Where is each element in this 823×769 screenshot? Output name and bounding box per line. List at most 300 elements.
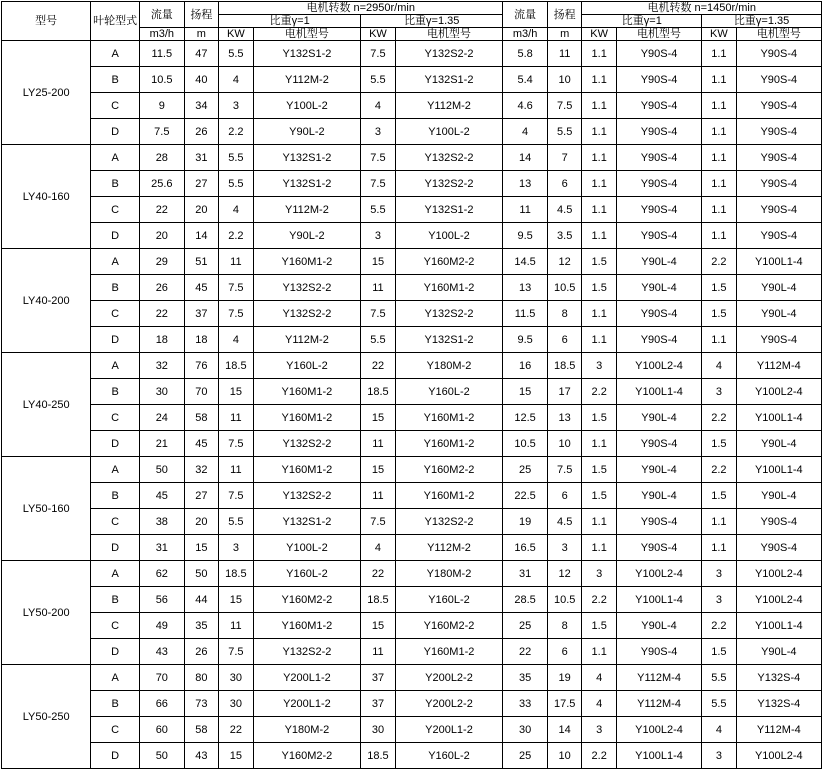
impeller-cell: D xyxy=(91,535,140,561)
table-row xyxy=(2,171,822,197)
head-2950-cell: 51 xyxy=(184,249,219,275)
unit-kw-1450-r1: KW xyxy=(582,28,617,41)
motor-2950-r1-cell: Y90L-2 xyxy=(253,119,361,145)
impeller-cell: D xyxy=(91,639,140,665)
motor-2950-r1-cell: Y160M2-2 xyxy=(253,587,361,613)
unit-flow-1450: m3/h xyxy=(503,28,548,41)
motor-2950-r1-cell: Y112M-2 xyxy=(253,67,361,93)
kw-1450-r1-cell: 1.1 xyxy=(582,93,617,119)
kw-2950-r1-cell: 5.5 xyxy=(219,171,254,197)
kw-1450-r1-cell: 1.1 xyxy=(582,327,617,353)
kw-1450-r135-cell: 1.5 xyxy=(702,639,737,665)
kw-1450-r1-cell: 1.1 xyxy=(582,431,617,457)
motor-1450-r135-cell: Y90S-4 xyxy=(736,327,821,353)
motor-2950-r135-cell: Y160M1-2 xyxy=(395,275,503,301)
kw-2950-r1-cell: 3 xyxy=(219,93,254,119)
table-row xyxy=(2,327,822,353)
impeller-cell: B xyxy=(91,587,140,613)
flow-1450-cell: 9.5 xyxy=(503,327,548,353)
motor-2950-r135-cell: Y160L-2 xyxy=(395,379,503,405)
motor-1450-r135-cell: Y90S-4 xyxy=(736,41,821,67)
kw-2950-r135-cell: 37 xyxy=(361,691,396,717)
header-ratio1-1450: 比重γ=1 xyxy=(582,15,702,28)
unit-head-2950: m xyxy=(184,28,219,41)
kw-2950-r135-cell: 7.5 xyxy=(361,41,396,67)
impeller-cell: B xyxy=(91,379,140,405)
motor-1450-r1-cell: Y90S-4 xyxy=(616,509,701,535)
motor-2950-r135-cell: Y160M2-2 xyxy=(395,613,503,639)
impeller-cell: A xyxy=(91,561,140,587)
header-row-1 xyxy=(2,2,822,15)
flow-1450-cell: 13 xyxy=(503,275,548,301)
head-2950-cell: 45 xyxy=(184,275,219,301)
flow-2950-cell: 32 xyxy=(140,353,185,379)
motor-2950-r135-cell: Y160M1-2 xyxy=(395,431,503,457)
motor-1450-r135-cell: Y90S-4 xyxy=(736,145,821,171)
flow-1450-cell: 15 xyxy=(503,379,548,405)
motor-1450-r135-cell: Y100L2-4 xyxy=(736,561,821,587)
kw-1450-r135-cell: 1.1 xyxy=(702,535,737,561)
model-cell: LY40-250 xyxy=(2,353,91,457)
kw-1450-r135-cell: 1.5 xyxy=(702,275,737,301)
kw-1450-r135-cell: 3 xyxy=(702,561,737,587)
motor-1450-r1-cell: Y90S-4 xyxy=(616,145,701,171)
flow-1450-cell: 4.6 xyxy=(503,93,548,119)
kw-2950-r1-cell: 11 xyxy=(219,249,254,275)
head-2950-cell: 45 xyxy=(184,431,219,457)
motor-1450-r1-cell: Y90S-4 xyxy=(616,119,701,145)
model-cell: LY40-200 xyxy=(2,249,91,353)
head-2950-cell: 73 xyxy=(184,691,219,717)
kw-2950-r1-cell: 18.5 xyxy=(219,353,254,379)
flow-2950-cell: 45 xyxy=(140,483,185,509)
motor-1450-r135-cell: Y100L1-4 xyxy=(736,457,821,483)
flow-1450-cell: 4 xyxy=(503,119,548,145)
kw-1450-r1-cell: 1.5 xyxy=(582,483,617,509)
unit-kw-1450-r135: KW xyxy=(702,28,737,41)
head-2950-cell: 27 xyxy=(184,483,219,509)
flow-2950-cell: 30 xyxy=(140,379,185,405)
spec-table-sheet xyxy=(0,1,823,762)
flow-2950-cell: 38 xyxy=(140,509,185,535)
motor-2950-r1-cell: Y200L1-2 xyxy=(253,691,361,717)
motor-2950-r135-cell: Y100L-2 xyxy=(395,223,503,249)
unit-motor-2950-r1: 电机型号 xyxy=(253,28,361,41)
impeller-cell: B xyxy=(91,275,140,301)
head-1450-cell: 3.5 xyxy=(547,223,582,249)
kw-1450-r1-cell: 1.1 xyxy=(582,197,617,223)
table-row xyxy=(2,561,822,587)
header-flow-1450: 流量 xyxy=(503,2,548,28)
kw-2950-r135-cell: 5.5 xyxy=(361,67,396,93)
motor-2950-r1-cell: Y160M1-2 xyxy=(253,613,361,639)
motor-1450-r1-cell: Y100L1-4 xyxy=(616,587,701,613)
flow-1450-cell: 22.5 xyxy=(503,483,548,509)
table-row xyxy=(2,405,822,431)
motor-1450-r135-cell: Y90S-4 xyxy=(736,93,821,119)
flow-1450-cell: 13 xyxy=(503,171,548,197)
motor-1450-r135-cell: Y100L1-4 xyxy=(736,613,821,639)
motor-2950-r1-cell: Y112M-2 xyxy=(253,327,361,353)
table-row xyxy=(2,483,822,509)
table-row xyxy=(2,457,822,483)
head-1450-cell: 6 xyxy=(547,327,582,353)
table-row xyxy=(2,717,822,743)
impeller-cell: B xyxy=(91,67,140,93)
flow-2950-cell: 9 xyxy=(140,93,185,119)
impeller-cell: B xyxy=(91,171,140,197)
head-2950-cell: 80 xyxy=(184,665,219,691)
kw-2950-r1-cell: 7.5 xyxy=(219,483,254,509)
motor-1450-r135-cell: Y100L2-4 xyxy=(736,379,821,405)
motor-2950-r135-cell: Y132S1-2 xyxy=(395,327,503,353)
head-1450-cell: 11 xyxy=(547,41,582,67)
impeller-cell: A xyxy=(91,41,140,67)
model-cell: LY50-200 xyxy=(2,561,91,665)
motor-1450-r1-cell: Y90S-4 xyxy=(616,41,701,67)
motor-2950-r1-cell: Y100L-2 xyxy=(253,535,361,561)
motor-1450-r135-cell: Y112M-4 xyxy=(736,717,821,743)
head-2950-cell: 37 xyxy=(184,301,219,327)
kw-2950-r135-cell: 30 xyxy=(361,717,396,743)
kw-1450-r135-cell: 1.1 xyxy=(702,327,737,353)
header-speed-1450: 电机转数 n=1450r/min xyxy=(582,2,822,15)
impeller-cell: B xyxy=(91,691,140,717)
flow-2950-cell: 28 xyxy=(140,145,185,171)
motor-2950-r135-cell: Y160L-2 xyxy=(395,743,503,769)
motor-1450-r1-cell: Y90S-4 xyxy=(616,639,701,665)
kw-2950-r1-cell: 5.5 xyxy=(219,41,254,67)
kw-2950-r135-cell: 5.5 xyxy=(361,197,396,223)
motor-2950-r135-cell: Y160M1-2 xyxy=(395,483,503,509)
motor-1450-r135-cell: Y132S-4 xyxy=(736,665,821,691)
head-2950-cell: 14 xyxy=(184,223,219,249)
head-1450-cell: 10 xyxy=(547,67,582,93)
motor-2950-r1-cell: Y132S2-2 xyxy=(253,639,361,665)
model-cell: LY40-160 xyxy=(2,145,91,249)
kw-1450-r135-cell: 1.1 xyxy=(702,223,737,249)
table-row xyxy=(2,145,822,171)
motor-1450-r135-cell: Y100L1-4 xyxy=(736,405,821,431)
motor-2950-r135-cell: Y180M-2 xyxy=(395,353,503,379)
kw-1450-r1-cell: 3 xyxy=(582,561,617,587)
kw-2950-r135-cell: 11 xyxy=(361,431,396,457)
flow-1450-cell: 10.5 xyxy=(503,431,548,457)
impeller-cell: C xyxy=(91,197,140,223)
kw-2950-r135-cell: 15 xyxy=(361,405,396,431)
kw-1450-r135-cell: 1.1 xyxy=(702,509,737,535)
motor-1450-r135-cell: Y90L-4 xyxy=(736,431,821,457)
motor-2950-r135-cell: Y100L-2 xyxy=(395,119,503,145)
table-row xyxy=(2,223,822,249)
head-2950-cell: 31 xyxy=(184,145,219,171)
kw-1450-r1-cell: 1.5 xyxy=(582,457,617,483)
impeller-cell: D xyxy=(91,327,140,353)
motor-2950-r1-cell: Y160M1-2 xyxy=(253,379,361,405)
impeller-cell: D xyxy=(91,743,140,769)
kw-1450-r135-cell: 1.5 xyxy=(702,431,737,457)
table-row xyxy=(2,119,822,145)
table-row xyxy=(2,353,822,379)
kw-2950-r135-cell: 7.5 xyxy=(361,171,396,197)
table-body xyxy=(2,41,822,769)
kw-2950-r1-cell: 3 xyxy=(219,535,254,561)
flow-2950-cell: 10.5 xyxy=(140,67,185,93)
motor-2950-r135-cell: Y200L1-2 xyxy=(395,717,503,743)
flow-1450-cell: 16.5 xyxy=(503,535,548,561)
motor-1450-r135-cell: Y112M-4 xyxy=(736,353,821,379)
head-1450-cell: 4.5 xyxy=(547,197,582,223)
head-1450-cell: 10.5 xyxy=(547,587,582,613)
flow-2950-cell: 29 xyxy=(140,249,185,275)
head-1450-cell: 12 xyxy=(547,561,582,587)
kw-2950-r1-cell: 11 xyxy=(219,405,254,431)
motor-2950-r1-cell: Y160M1-2 xyxy=(253,249,361,275)
flow-2950-cell: 43 xyxy=(140,639,185,665)
table-row xyxy=(2,41,822,67)
motor-2950-r135-cell: Y160L-2 xyxy=(395,587,503,613)
flow-2950-cell: 70 xyxy=(140,665,185,691)
flow-2950-cell: 11.5 xyxy=(140,41,185,67)
impeller-cell: A xyxy=(91,457,140,483)
flow-1450-cell: 19 xyxy=(503,509,548,535)
motor-1450-r135-cell: Y90S-4 xyxy=(736,119,821,145)
table-row xyxy=(2,197,822,223)
flow-2950-cell: 56 xyxy=(140,587,185,613)
head-2950-cell: 50 xyxy=(184,561,219,587)
flow-2950-cell: 50 xyxy=(140,743,185,769)
kw-1450-r135-cell: 1.1 xyxy=(702,145,737,171)
motor-1450-r1-cell: Y90L-4 xyxy=(616,483,701,509)
flow-1450-cell: 14 xyxy=(503,145,548,171)
kw-2950-r1-cell: 7.5 xyxy=(219,639,254,665)
motor-2950-r1-cell: Y160M1-2 xyxy=(253,457,361,483)
motor-2950-r135-cell: Y132S2-2 xyxy=(395,301,503,327)
motor-1450-r1-cell: Y90S-4 xyxy=(616,197,701,223)
unit-motor-1450-r1: 电机型号 xyxy=(616,28,701,41)
motor-1450-r1-cell: Y90L-4 xyxy=(616,275,701,301)
impeller-cell: A xyxy=(91,353,140,379)
head-1450-cell: 5.5 xyxy=(547,119,582,145)
motor-2950-r1-cell: Y100L-2 xyxy=(253,93,361,119)
header-ratio135-2950: 比重γ=1.35 xyxy=(361,15,503,28)
motor-1450-r1-cell: Y90S-4 xyxy=(616,223,701,249)
head-2950-cell: 35 xyxy=(184,613,219,639)
motor-2950-r1-cell: Y132S1-2 xyxy=(253,171,361,197)
kw-2950-r1-cell: 22 xyxy=(219,717,254,743)
unit-head-1450: m xyxy=(547,28,582,41)
motor-1450-r1-cell: Y90S-4 xyxy=(616,67,701,93)
model-cell: LY50-250 xyxy=(2,665,91,769)
flow-1450-cell: 12.5 xyxy=(503,405,548,431)
kw-1450-r1-cell: 2.2 xyxy=(582,743,617,769)
flow-1450-cell: 35 xyxy=(503,665,548,691)
flow-1450-cell: 25 xyxy=(503,457,548,483)
kw-1450-r1-cell: 1.1 xyxy=(582,171,617,197)
kw-2950-r135-cell: 15 xyxy=(361,249,396,275)
head-1450-cell: 12 xyxy=(547,249,582,275)
motor-2950-r135-cell: Y132S1-2 xyxy=(395,67,503,93)
kw-2950-r1-cell: 15 xyxy=(219,743,254,769)
kw-1450-r1-cell: 1.5 xyxy=(582,275,617,301)
head-1450-cell: 7.5 xyxy=(547,93,582,119)
header-flow-2950: 流量 xyxy=(140,2,185,28)
head-2950-cell: 70 xyxy=(184,379,219,405)
head-2950-cell: 43 xyxy=(184,743,219,769)
kw-1450-r1-cell: 1.1 xyxy=(582,145,617,171)
impeller-cell: C xyxy=(91,717,140,743)
kw-2950-r135-cell: 18.5 xyxy=(361,587,396,613)
kw-2950-r135-cell: 7.5 xyxy=(361,509,396,535)
kw-2950-r135-cell: 15 xyxy=(361,457,396,483)
table-row xyxy=(2,275,822,301)
pump-spec-table xyxy=(1,1,822,769)
kw-1450-r1-cell: 1.1 xyxy=(582,119,617,145)
head-1450-cell: 13 xyxy=(547,405,582,431)
kw-2950-r1-cell: 2.2 xyxy=(219,119,254,145)
kw-2950-r1-cell: 18.5 xyxy=(219,561,254,587)
kw-1450-r135-cell: 2.2 xyxy=(702,613,737,639)
kw-1450-r135-cell: 1.1 xyxy=(702,93,737,119)
head-1450-cell: 8 xyxy=(547,301,582,327)
kw-1450-r135-cell: 3 xyxy=(702,379,737,405)
head-2950-cell: 26 xyxy=(184,119,219,145)
kw-2950-r1-cell: 11 xyxy=(219,613,254,639)
flow-1450-cell: 5.4 xyxy=(503,67,548,93)
kw-2950-r1-cell: 30 xyxy=(219,691,254,717)
motor-2950-r1-cell: Y90L-2 xyxy=(253,223,361,249)
head-1450-cell: 10 xyxy=(547,431,582,457)
kw-1450-r135-cell: 4 xyxy=(702,717,737,743)
head-1450-cell: 6 xyxy=(547,639,582,665)
motor-1450-r135-cell: Y90S-4 xyxy=(736,509,821,535)
kw-2950-r135-cell: 22 xyxy=(361,561,396,587)
motor-1450-r135-cell: Y100L2-4 xyxy=(736,587,821,613)
kw-1450-r135-cell: 5.5 xyxy=(702,665,737,691)
kw-2950-r135-cell: 7.5 xyxy=(361,301,396,327)
motor-1450-r1-cell: Y90S-4 xyxy=(616,431,701,457)
head-2950-cell: 58 xyxy=(184,717,219,743)
table-row xyxy=(2,535,822,561)
flow-1450-cell: 28.5 xyxy=(503,587,548,613)
motor-1450-r1-cell: Y100L2-4 xyxy=(616,561,701,587)
motor-2950-r135-cell: Y132S2-2 xyxy=(395,509,503,535)
motor-1450-r1-cell: Y90S-4 xyxy=(616,93,701,119)
flow-1450-cell: 16 xyxy=(503,353,548,379)
head-2950-cell: 20 xyxy=(184,509,219,535)
kw-1450-r135-cell: 1.1 xyxy=(702,171,737,197)
flow-2950-cell: 24 xyxy=(140,405,185,431)
kw-1450-r1-cell: 1.1 xyxy=(582,509,617,535)
kw-1450-r135-cell: 4 xyxy=(702,353,737,379)
head-2950-cell: 26 xyxy=(184,639,219,665)
kw-1450-r1-cell: 3 xyxy=(582,717,617,743)
motor-2950-r135-cell: Y112M-2 xyxy=(395,535,503,561)
motor-1450-r1-cell: Y90S-4 xyxy=(616,327,701,353)
head-1450-cell: 17.5 xyxy=(547,691,582,717)
impeller-cell: D xyxy=(91,223,140,249)
motor-2950-r1-cell: Y132S1-2 xyxy=(253,41,361,67)
flow-1450-cell: 11 xyxy=(503,197,548,223)
motor-1450-r135-cell: Y90S-4 xyxy=(736,535,821,561)
kw-1450-r1-cell: 1.1 xyxy=(582,301,617,327)
table-row xyxy=(2,431,822,457)
motor-2950-r135-cell: Y132S1-2 xyxy=(395,197,503,223)
kw-2950-r1-cell: 7.5 xyxy=(219,301,254,327)
flow-2950-cell: 62 xyxy=(140,561,185,587)
motor-2950-r135-cell: Y132S2-2 xyxy=(395,171,503,197)
motor-2950-r135-cell: Y112M-2 xyxy=(395,93,503,119)
table-row xyxy=(2,249,822,275)
head-2950-cell: 18 xyxy=(184,327,219,353)
motor-2950-r135-cell: Y160M2-2 xyxy=(395,457,503,483)
table-row xyxy=(2,301,822,327)
kw-2950-r1-cell: 5.5 xyxy=(219,145,254,171)
head-2950-cell: 20 xyxy=(184,197,219,223)
head-2950-cell: 40 xyxy=(184,67,219,93)
kw-2950-r1-cell: 4 xyxy=(219,197,254,223)
motor-1450-r1-cell: Y90L-4 xyxy=(616,405,701,431)
motor-1450-r1-cell: Y100L1-4 xyxy=(616,743,701,769)
table-row xyxy=(2,613,822,639)
flow-2950-cell: 22 xyxy=(140,301,185,327)
motor-2950-r135-cell: Y200L2-2 xyxy=(395,665,503,691)
flow-2950-cell: 25.6 xyxy=(140,171,185,197)
kw-2950-r135-cell: 4 xyxy=(361,93,396,119)
kw-2950-r135-cell: 5.5 xyxy=(361,327,396,353)
table-header xyxy=(2,2,822,41)
kw-2950-r1-cell: 4 xyxy=(219,67,254,93)
motor-1450-r135-cell: Y90L-4 xyxy=(736,301,821,327)
kw-1450-r135-cell: 2.2 xyxy=(702,405,737,431)
motor-2950-r1-cell: Y132S2-2 xyxy=(253,301,361,327)
flow-1450-cell: 25 xyxy=(503,613,548,639)
motor-2950-r135-cell: Y132S2-2 xyxy=(395,41,503,67)
motor-1450-r1-cell: Y100L2-4 xyxy=(616,353,701,379)
flow-2950-cell: 22 xyxy=(140,197,185,223)
kw-1450-r1-cell: 4 xyxy=(582,691,617,717)
motor-2950-r135-cell: Y200L2-2 xyxy=(395,691,503,717)
kw-1450-r135-cell: 1.1 xyxy=(702,67,737,93)
flow-2950-cell: 50 xyxy=(140,457,185,483)
impeller-cell: C xyxy=(91,613,140,639)
flow-2950-cell: 21 xyxy=(140,431,185,457)
head-2950-cell: 76 xyxy=(184,353,219,379)
kw-2950-r1-cell: 7.5 xyxy=(219,431,254,457)
kw-2950-r1-cell: 2.2 xyxy=(219,223,254,249)
kw-2950-r135-cell: 11 xyxy=(361,639,396,665)
motor-2950-r1-cell: Y132S2-2 xyxy=(253,275,361,301)
motor-1450-r1-cell: Y112M-4 xyxy=(616,691,701,717)
head-2950-cell: 58 xyxy=(184,405,219,431)
kw-1450-r1-cell: 2.2 xyxy=(582,587,617,613)
head-1450-cell: 3 xyxy=(547,535,582,561)
flow-2950-cell: 49 xyxy=(140,613,185,639)
table-row xyxy=(2,587,822,613)
unit-kw-2950-r135: KW xyxy=(361,28,396,41)
motor-2950-r1-cell: Y200L1-2 xyxy=(253,665,361,691)
head-2950-cell: 32 xyxy=(184,457,219,483)
kw-2950-r1-cell: 4 xyxy=(219,327,254,353)
unit-motor-1450-r135: 电机型号 xyxy=(736,28,821,41)
motor-1450-r1-cell: Y90S-4 xyxy=(616,301,701,327)
motor-1450-r135-cell: Y90S-4 xyxy=(736,223,821,249)
motor-2950-r1-cell: Y132S1-2 xyxy=(253,145,361,171)
flow-2950-cell: 7.5 xyxy=(140,119,185,145)
head-1450-cell: 6 xyxy=(547,483,582,509)
impeller-cell: C xyxy=(91,301,140,327)
header-ratio135-1450: 比重γ=1.35 xyxy=(702,15,822,28)
